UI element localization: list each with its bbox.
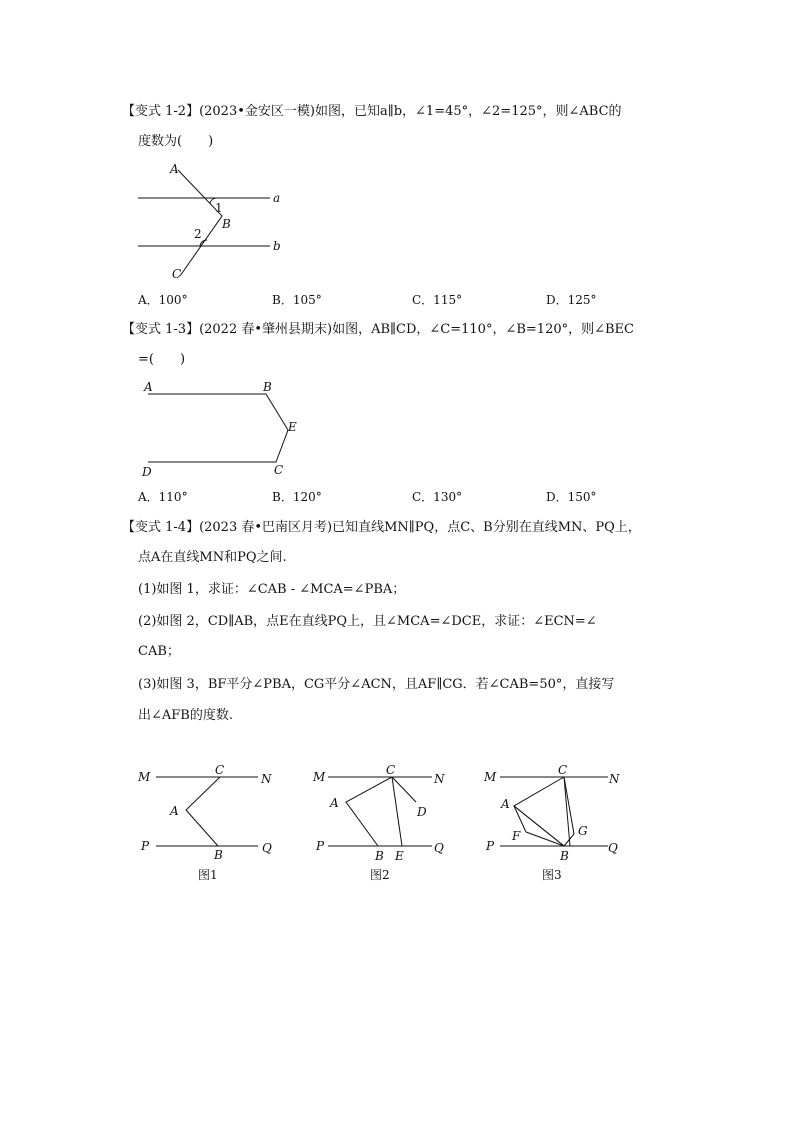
label-D: D xyxy=(417,805,427,819)
label-B: B xyxy=(375,849,384,863)
polyline-abecd xyxy=(148,394,288,462)
label-2: 2 xyxy=(194,227,202,241)
question-3: (3)如图 3，BF平分∠PBA，CG平分∠ACN，且AF∥CG．若∠CAB=50°，直接写 xyxy=(138,677,615,692)
label-A: A xyxy=(170,804,179,818)
line-fb xyxy=(526,832,564,846)
problem-1-2-header: 【变式 1-2】(2023•金安区一模)如图，已知a∥b，∠1=45°，∠2=125°，则∠ABC的 xyxy=(122,104,622,119)
label-A: A xyxy=(144,380,153,394)
polyline-abc xyxy=(178,170,222,276)
label-1: 1 xyxy=(215,201,223,215)
problem-1-4-header-cont: 点A在直线MN和PQ之间. xyxy=(138,550,287,565)
line-cb xyxy=(564,777,570,846)
option-d: D．150° xyxy=(546,490,597,504)
label-A: A xyxy=(170,162,179,176)
label-G: G xyxy=(578,824,588,838)
label-E: E xyxy=(288,420,297,434)
figure-1-2 xyxy=(130,158,290,282)
label-N: N xyxy=(609,772,620,786)
line-ab-diag xyxy=(514,806,564,846)
label-M: M xyxy=(138,770,151,784)
question-2-cont: CAB； xyxy=(138,644,180,659)
label-M: M xyxy=(484,770,497,784)
label-C: C xyxy=(215,763,225,777)
label-Q: Q xyxy=(262,841,272,855)
label-B: B xyxy=(222,217,231,231)
label-A: A xyxy=(330,796,339,810)
label-B: B xyxy=(560,849,569,863)
caption: 图3 xyxy=(542,868,562,882)
caption: 图2 xyxy=(370,868,390,882)
figure-3 xyxy=(482,762,632,888)
figure-1 xyxy=(136,762,286,888)
figure-2 xyxy=(310,762,460,888)
option-a: A．100° xyxy=(138,293,188,307)
line-ce xyxy=(392,777,402,846)
option-c: C．130° xyxy=(412,490,463,504)
label-P: P xyxy=(141,839,150,853)
label-B: B xyxy=(263,380,272,394)
label-a: a xyxy=(273,191,281,205)
label-P: P xyxy=(316,839,325,853)
label-E: E xyxy=(395,849,404,863)
label-D: D xyxy=(142,465,152,479)
label-B: B xyxy=(214,848,223,862)
line-cg xyxy=(564,777,574,834)
caption: 图1 xyxy=(198,868,218,882)
question-1: (1)如图 1，求证：∠CAB - ∠MCA=∠PBA； xyxy=(138,582,406,597)
option-d: D．125° xyxy=(546,293,597,307)
question-3-cont: 出∠AFB的度数. xyxy=(138,708,233,723)
problem-1-4-header: 【变式 1-4】(2023 春•巴南区月考)已知直线MN∥PQ，点C、B分别在直线MN、PQ上， xyxy=(122,520,641,535)
label-C: C xyxy=(172,267,182,281)
option-a: A．110° xyxy=(138,490,188,504)
label-b: b xyxy=(273,239,281,253)
line-cd xyxy=(392,777,416,802)
figure-1-3 xyxy=(138,374,318,480)
label-Q: Q xyxy=(434,841,444,855)
problem-1-3-header: 【变式 1-3】(2022 春•肇州县期末)如图，AB∥CD，∠C=110°，∠B=120°，则∠BEC xyxy=(122,322,634,337)
label-C: C xyxy=(386,763,396,777)
label-C: C xyxy=(274,463,284,477)
label-Q: Q xyxy=(608,841,618,855)
label-N: N xyxy=(434,772,445,786)
label-P: P xyxy=(486,839,495,853)
polyline-cab xyxy=(346,777,392,846)
problem-1-2-header-cont: 度数为( ) xyxy=(138,134,214,149)
option-b: B．120° xyxy=(272,490,322,504)
question-2: (2)如图 2，CD∥AB，点E在直线PQ上，且∠MCA=∠DCE，求证：∠ECN=∠ xyxy=(138,614,597,629)
label-N: N xyxy=(261,772,272,786)
label-C: C xyxy=(558,763,568,777)
label-M: M xyxy=(313,770,326,784)
option-c: C．115° xyxy=(412,293,463,307)
problem-1-3-header-cont: =( ) xyxy=(138,352,186,367)
label-F: F xyxy=(512,829,521,843)
polyline-cab xyxy=(186,777,220,846)
label-A: A xyxy=(501,797,510,811)
option-b: B．105° xyxy=(272,293,322,307)
